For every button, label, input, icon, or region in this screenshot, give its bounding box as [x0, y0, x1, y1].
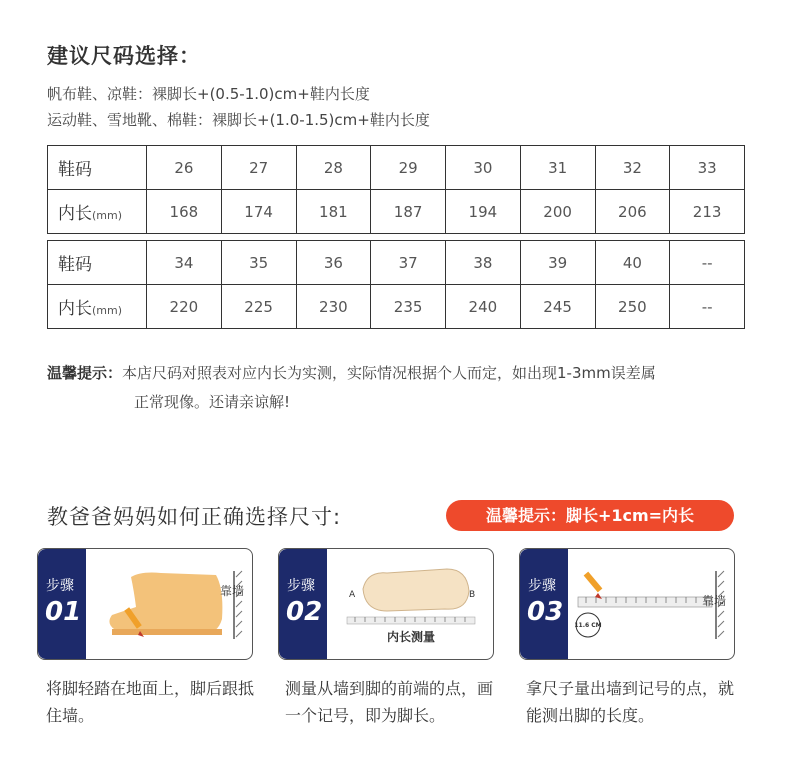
length-header: 内长(mm): [48, 190, 147, 234]
size-cell: 27: [221, 146, 296, 190]
length-badge: 11.6 CM: [574, 622, 602, 629]
size-cell: 28: [296, 146, 371, 190]
tip-text-cont: 正常现像。还请亲谅解!: [134, 393, 291, 411]
length-cell: 168: [147, 190, 222, 234]
size-cell: 31: [520, 146, 595, 190]
size-header: 鞋码: [48, 146, 147, 190]
step-tag: [38, 549, 86, 659]
size-table-1: [47, 145, 745, 234]
rule-sport-boots: 运动鞋、雪地靴、棉鞋：裸脚长+(1.0-1.5)cm+鞋内长度: [47, 111, 430, 129]
step-card-3: [519, 548, 735, 660]
length-header: 内长(mm): [48, 285, 147, 329]
length-cell: 250: [595, 285, 670, 329]
step-number: 03: [527, 597, 564, 627]
page-title: 建议尺码选择：: [47, 44, 201, 68]
size-cell: 29: [371, 146, 446, 190]
point-b-label: B: [469, 590, 476, 600]
length-cell: 206: [595, 190, 670, 234]
size-cell: 38: [446, 241, 521, 285]
step-number: 02: [286, 597, 323, 627]
length-cell: 220: [147, 285, 222, 329]
rule-canvas-sandals: 帆布鞋、凉鞋：裸脚长+(0.5-1.0)cm+鞋内长度: [47, 85, 370, 103]
size-cell: 37: [371, 241, 446, 285]
tip-pill: 温馨提示：脚长+1cm=内长: [446, 500, 734, 531]
length-cell: 194: [446, 190, 521, 234]
step-tag: [279, 549, 327, 659]
step-label: 步骤: [287, 578, 315, 594]
length-cell: 200: [520, 190, 595, 234]
table-row: [48, 285, 745, 329]
size-header: 鞋码: [48, 241, 147, 285]
guide-title: 教爸爸妈妈如何正确选择尺寸:: [47, 505, 342, 529]
size-tip: [47, 359, 747, 417]
table-row: [48, 146, 745, 190]
length-cell: --: [670, 285, 745, 329]
length-cell: 181: [296, 190, 371, 234]
length-cell: 213: [670, 190, 745, 234]
size-cell: 39: [520, 241, 595, 285]
step-card-1: [37, 548, 253, 660]
length-cell: 245: [520, 285, 595, 329]
length-cell: 187: [371, 190, 446, 234]
wall-label: 靠墙: [220, 584, 245, 598]
length-cell: 240: [446, 285, 521, 329]
size-cell: 33: [670, 146, 745, 190]
step-number: 01: [45, 597, 82, 627]
table-row: [48, 241, 745, 285]
size-cell: 40: [595, 241, 670, 285]
foot-on-floor-illustration: [86, 549, 252, 659]
step-desc-2: 测量从墙到脚的前端的点，画一个记号，即为脚长。: [285, 679, 494, 725]
step-label: 步骤: [528, 578, 556, 594]
length-cell: 235: [371, 285, 446, 329]
length-cell: 174: [221, 190, 296, 234]
length-cell: 225: [221, 285, 296, 329]
measure-caption: 内长测量: [386, 630, 436, 644]
point-a-label: A: [349, 590, 356, 600]
size-cell: 36: [296, 241, 371, 285]
step-desc-3: 拿尺子量出墙到记号的点，就能测出脚的长度。: [526, 679, 735, 725]
tip-label: 温馨提示：: [47, 364, 123, 382]
size-cell: 26: [147, 146, 222, 190]
table-row: [48, 190, 745, 234]
size-cell: 32: [595, 146, 670, 190]
length-cell: 230: [296, 285, 371, 329]
size-cell: 30: [446, 146, 521, 190]
ruler-measure-illustration: [568, 549, 734, 659]
step-desc-1: 将脚轻踏在地面上，脚后跟抵住墙。: [46, 679, 255, 725]
size-table-2: [47, 240, 745, 329]
tip-text: 本店尺码对照表对应内长为实测，实际情况根据个人而定，如出现1-3mm误差属: [122, 364, 656, 382]
wall-label: 靠墙: [702, 594, 727, 608]
insole-measure-illustration: [327, 549, 493, 659]
pencil-icon: [584, 572, 603, 599]
size-cell: --: [670, 241, 745, 285]
size-cell: 35: [221, 241, 296, 285]
size-cell: 34: [147, 241, 222, 285]
step-tag: [520, 549, 568, 659]
step-label: 步骤: [46, 578, 74, 594]
step-card-2: [278, 548, 494, 660]
